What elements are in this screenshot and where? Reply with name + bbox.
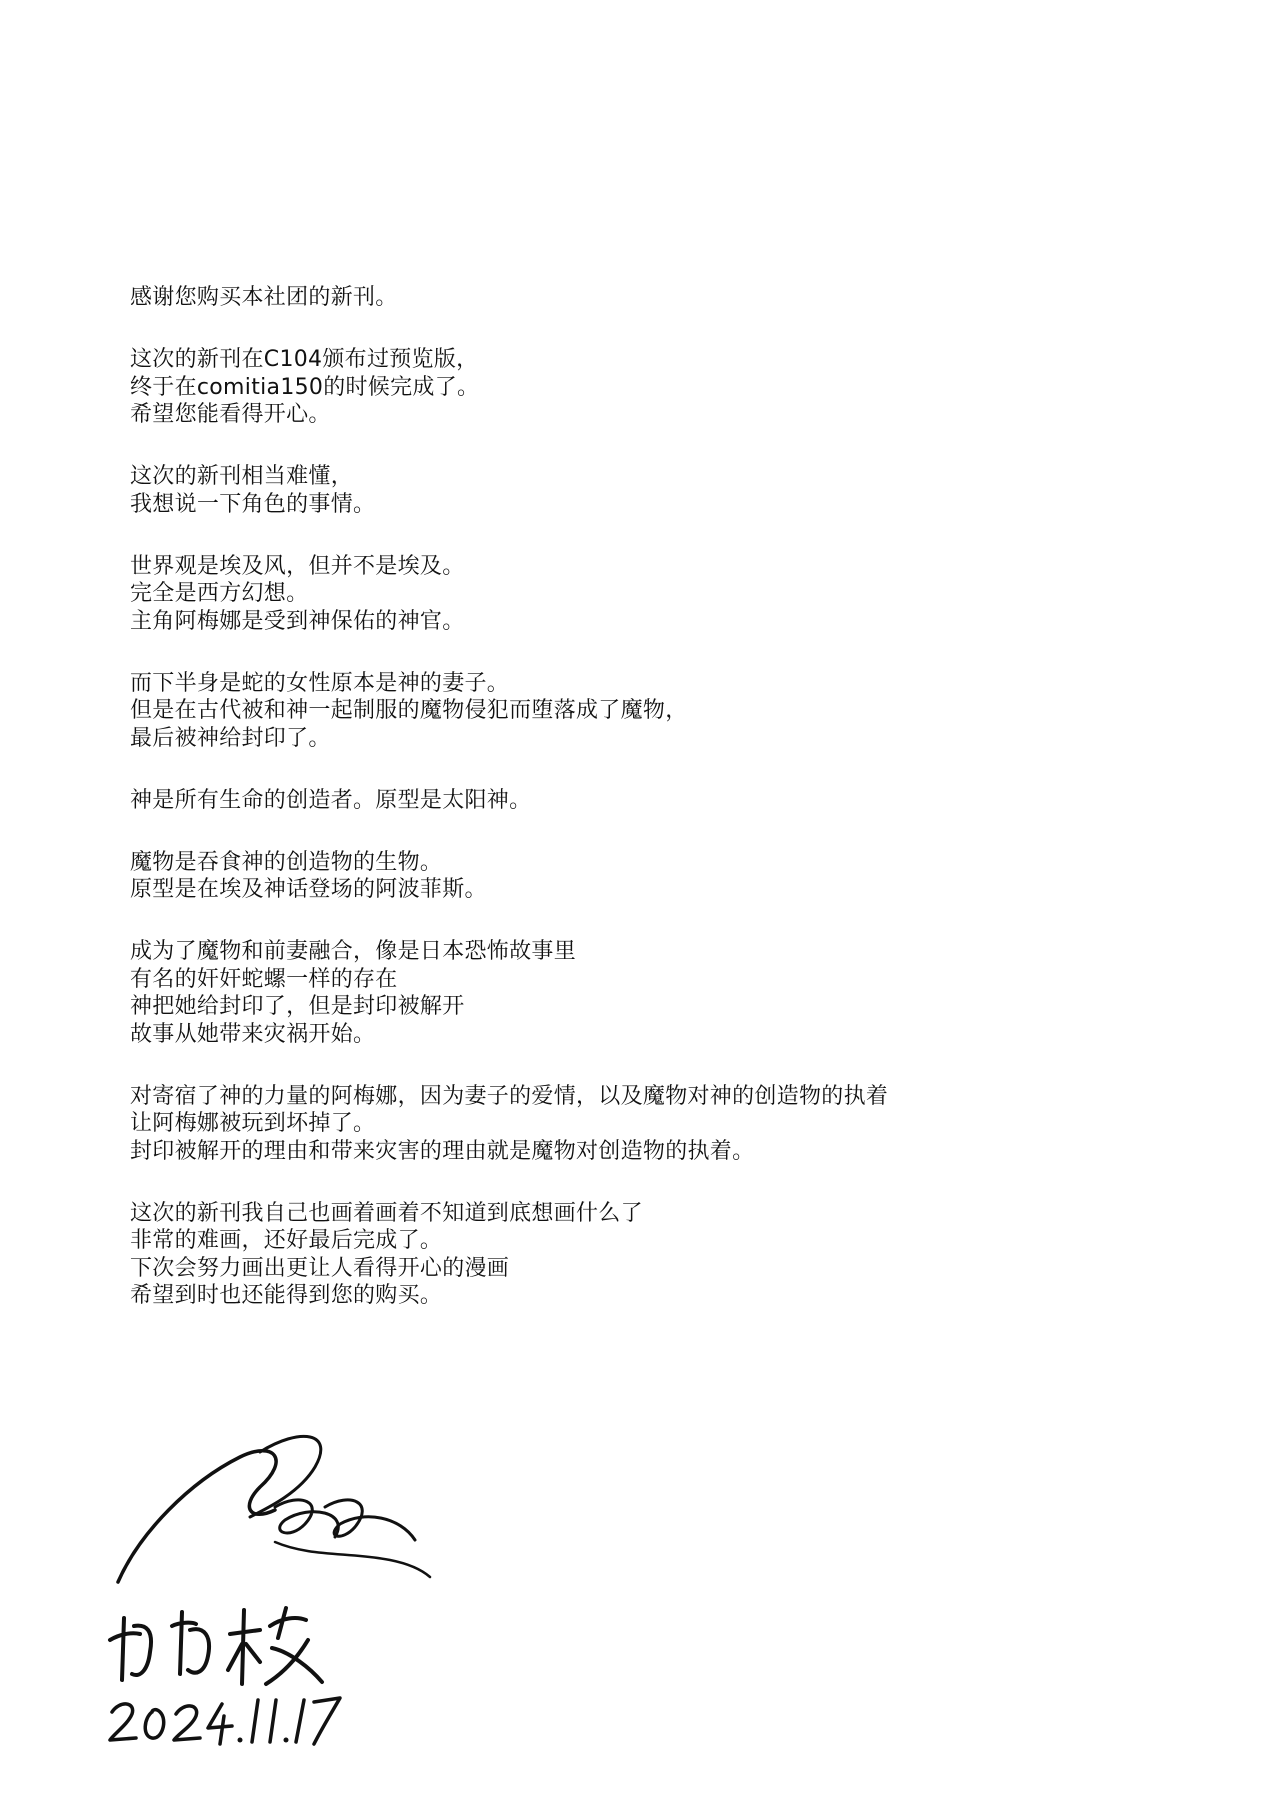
paragraph bbox=[130, 849, 1170, 904]
text-line: 我想说一下角色的事情。 bbox=[130, 491, 376, 517]
text-line: 希望到时也还能得到您的购买。 bbox=[130, 1283, 443, 1308]
paragraph bbox=[130, 346, 1170, 429]
text-line: 成为了魔物和前妻融合，像是日本恐怖故事里 bbox=[130, 939, 577, 964]
text-line: 有名的奸奸蛇螺一样的存在 bbox=[130, 966, 398, 992]
text-line: 原型是在埃及神话登场的阿波菲斯。 bbox=[130, 877, 487, 902]
text-line: 完全是西方幻想。 bbox=[130, 581, 309, 606]
paragraph bbox=[130, 787, 1170, 815]
text-line: 魔物是吞食神的创造物的生物。 bbox=[130, 849, 443, 875]
text-line: 下次会努力画出更让人看得开心的漫画 bbox=[130, 1255, 510, 1281]
paragraph bbox=[130, 463, 1170, 518]
paragraph bbox=[130, 1083, 1170, 1166]
paragraph bbox=[130, 670, 1170, 753]
text-line: 感谢您购买本社团的新刊。 bbox=[130, 285, 398, 310]
text-line: 神是所有生命的创造者。原型是太阳神。 bbox=[130, 787, 532, 813]
text-line: 这次的新刊我自己也画着画着不知道到底想画什么了 bbox=[130, 1200, 643, 1226]
text-line: 最后被神给封印了。 bbox=[130, 725, 331, 751]
text-line: 这次的新刊在C104颁布过预览版， bbox=[130, 347, 479, 372]
text-line: 这次的新刊相当难懂， bbox=[130, 464, 354, 489]
text-line: 神把她给封印了，但是封印被解开 bbox=[130, 994, 465, 1019]
paragraph bbox=[130, 938, 1170, 1048]
text-line: 对寄宿了神的力量的阿梅娜，因为妻子的爱情，以及魔物对神的创造物的执着 bbox=[130, 1083, 889, 1109]
text-line: 希望您能看得开心。 bbox=[130, 402, 331, 427]
handwritten-signature bbox=[100, 1412, 460, 1752]
paragraph bbox=[130, 553, 1170, 636]
text-line: 世界观是埃及风，但并不是埃及。 bbox=[130, 553, 465, 579]
text-line: 封印被解开的理由和带来灾害的理由就是魔物对创造物的执着。 bbox=[130, 1138, 755, 1164]
text-line: 而下半身是蛇的女性原本是神的妻子。 bbox=[130, 670, 510, 696]
paragraph bbox=[130, 284, 1170, 312]
text-line: 主角阿梅娜是受到神保佑的神官。 bbox=[130, 608, 465, 634]
text-line: 非常的难画，还好最后完成了。 bbox=[130, 1228, 443, 1253]
text-line: 但是在古代被和神一起制服的魔物侵犯而堕落成了魔物， bbox=[130, 698, 688, 723]
afterword-text bbox=[130, 284, 1170, 1344]
signature-drawing bbox=[100, 1412, 460, 1752]
text-line: 让阿梅娜被玩到坏掉了。 bbox=[130, 1111, 376, 1136]
text-line: 故事从她带来灾祸开始。 bbox=[130, 1021, 376, 1047]
paragraph bbox=[130, 1200, 1170, 1310]
text-line: 终于在comitia150的时候完成了。 bbox=[130, 374, 480, 400]
